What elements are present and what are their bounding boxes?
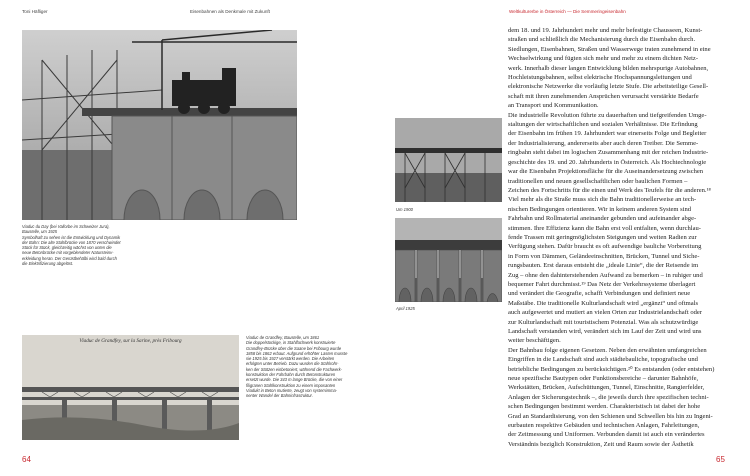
body-line: Eingriffen in die Landschaft sind auch städtebauliche, topografische und [508,356,698,364]
body-line: schen Bedingungen bestimmt werden. Charakteristisch ist dabei der hohe [508,403,701,411]
body-line: Landschaft verstanden wird, verändert sich im Lauf der Zeit und wird uns [508,328,702,335]
body-line: Die industrielle Revolution führte zu dauerhaften und tiefgreifenden Umge- [508,111,707,119]
body-line: eurbauten respektive Gebäuden und technischen Anlagen, Fahrleitungen, [508,422,700,430]
body-line: der Eisenbahn im frühen 19. Jahrhundert war einerseits Folge und Begleiter [508,130,707,138]
body-line: dem 18. und 19. Jahrhundert mehr und mehr befestigte Chausseen, Kunst- [508,27,703,34]
body-line: Verfügung stehen. Dafür braucht es oft aufwendige bauliche Vorbereitung [508,243,702,251]
body-line: Fahrbahn und Rollmaterial aneinander gebunden und aufeinander abge- [508,215,697,223]
body-line: fende Trassen mit geringmöglichsten Steigungen und weiten Radien zur [508,233,697,241]
page-number-left: 64 [22,455,31,464]
body-line: stimmen. Ihre Effizienz kann die Bahn erst voll entfalten, wenn durchlau- [508,224,701,232]
body-line: Viel mehr als die Straße muss sich die Bahn traditionellerweise an tech- [508,196,697,204]
body-line: nischen Bedingungen orientieren. Wir in keinem anderen System sind [508,205,692,213]
bridge-photo-1900 [395,118,502,202]
body-line: und verändert die Geografie, schafft Verbindungen und definiert neue [508,290,691,298]
body-line: der Industrialisierung, andererseits aber auch deren Treiber. Die Semme- [508,139,699,147]
page-number-right: 65 [716,455,725,464]
body-line: Zeichen des Fortschritts für die einen und Werk des Teufels für die anderen.¹⁸ [508,186,711,194]
body-line: Zug – ohne den dahinterstehenden Aufwand zu bemerken – in ruhiger und [508,271,703,279]
body-line: elektronische Netzwerke die vorläufig letzte Stufe. Die arbeitsteilige Gesell- [508,83,709,91]
body-line: zur Kulturlandschaft mit touristischem Potenzial. Was als schutzwürdige [508,318,699,326]
engraving-title: Viaduc de Grandfey, sur la Sarine, près Fribourg [79,338,182,344]
body-line: bequemer Fahrt durchmisst.¹⁹ Das Netz der Verkehrssysteme überlagert [508,280,696,288]
caption-year-1900: Um 1900 [396,207,413,212]
body-line: Siedlungen, Eisenbahnen, Straßen und Wasserwege traten zunehmend in eine [508,45,711,53]
body-line: straßen und schließlich die Mechanisierung durch die Eisenbahn durch. [508,36,696,44]
body-line: geschichte des 19. und 20. Jahrhunderts in Österreich. Als Hochtechnologie [508,158,707,166]
body-line: der Zeitmessung und Uniformen. Verbunden damit ist auch ein verändertes [508,431,705,439]
viaduct-construction-photo [22,30,297,220]
bridge-photo-1925 [395,218,502,302]
body-line: ringbahn steht dabei im logischen Zusammenhang mit der reichen Industrie- [508,149,709,157]
body-line: weiter beschäftigen. [508,337,561,345]
grandfey-engraving [22,335,239,440]
body-text [508,26,730,449]
caption-year-1925: April 1925 [396,306,415,311]
body-line: werk. Innerhalb dieser langen Entwicklung bilden mehrspurige Autobahnen, [508,64,709,72]
body-line: Hochleistungsbahnen, selbst elektrische Hochspannungsleitungen und [508,74,692,82]
body-line: Wechselwirkung und fügten sich mehr und mehr zu einem dichten Netz- [508,55,699,63]
body-line: Grad an Standardisierung, von den Schienen und Schwellen bis hin zu Ingeni- [508,412,713,420]
caption-viaduc-du-day: Viaduc du Day (bei Vallorbe im Schweizer Jura), Baustelle, um 1925 Symbolhaft zu sehen ist die Entwicklung und Dynamik der Bahn: Die alte Stahlbrücke von 1870 verschwindet Stück für Stück, gleichzeitig wächst von unten die neue Betonbrücke mit vorgeblendeter Natursteinv- erkleidung heran. Der Gerüstbehälbi wird bald durch die Elektrifizierung abgelöst. [22,224,121,267]
body-line: an Transport und Kommunikation. [508,102,599,110]
body-line: traditionellen und neuen gesellschaftlichen oder baulichen Formen – [508,177,688,185]
body-line: Maßstäbe. Die traditionelle Kulturlandschaft wird „ergänzt“ und oftmals [508,299,699,307]
body-line: war die Eisenbahn Projektionsfläche für die Auseinandersetzung zwischen [508,168,704,176]
header-chapter: Weltkulturerbe in Österreich — Die Semmeringeisenbahn [509,9,626,14]
body-line: rungsbauten. Erst daraus entsteht die „ideale Linie“, die der Reisende im [508,262,699,270]
body-line: Anlagen der Sicherungstechnik –, die jeweils durch ihre spezifischen techni- [508,393,709,401]
body-line: schaft mit ihren zunehmenden Ansprüchen verursacht verstärkte Bedarfe [508,92,699,100]
header-book-title: Eisenbahnen als Denkmale mit Zukunft [190,9,270,14]
body-line: neue spezifische Bautypen oder Funktionsbereiche – darunter Bahnhöfe, [508,375,699,383]
caption-viaduc-de-grandfey: Viaduc de Grandfey, Baustelle, um 1861 Die doppelstockige, in Stahlfachwerk konstruierte Grandfey-Brücke über die Saane bei Fribourg wurde 1858 bis 1862 erbaut. Aufgrund erhöhter Lasten musste sie 1925 bis 1927 verstärkt werden. Die Arbeiten erfolgten unter Betrieb. Dazu wurden die Stahlrohr- ken der Stützen einbetoniert, während die Fachwerk- konstruktion der Fahrbahn durch Betonstrukturen ersetzt wurde. Die 343 m lange Brücke, die von einer filigranen Stahlkonstruktion zu einem imposanten Viadukt in Beton mutierte, zeugt von systemimma- nenter Wandel der Bahninfrastruktur. [246,335,348,399]
body-line: betriebliche Bedingungen zu berücksichtigen.²⁰ Es entstanden (oder entstehen) [508,365,715,373]
body-line: Verständnis beziglich Konstruktion, Zeit und Raum sowie der Ästhetik [508,440,694,448]
body-line: staltungen der wirtschaftlichen und sozialen Verhältnisse. Die Erfindung [508,121,698,129]
body-line: Werkstätten, Brücken, Aufschüttungen, Tunnel, Einschnitte, Rangierfelder, [508,384,705,392]
body-line: auch aufgewertet und mutiert an vielen Orten zur Industrielandschaft oder [508,309,702,317]
body-line: Der Bahnbau folge eigenen Gesetzen. Neben den erwähnten umfangreichen [508,346,707,354]
header-author: Toni Häfliger [22,9,48,14]
body-line: in Form von Dämmen, Geländeeinschnitten, Brücken, Tunnel und Siche- [508,252,700,260]
